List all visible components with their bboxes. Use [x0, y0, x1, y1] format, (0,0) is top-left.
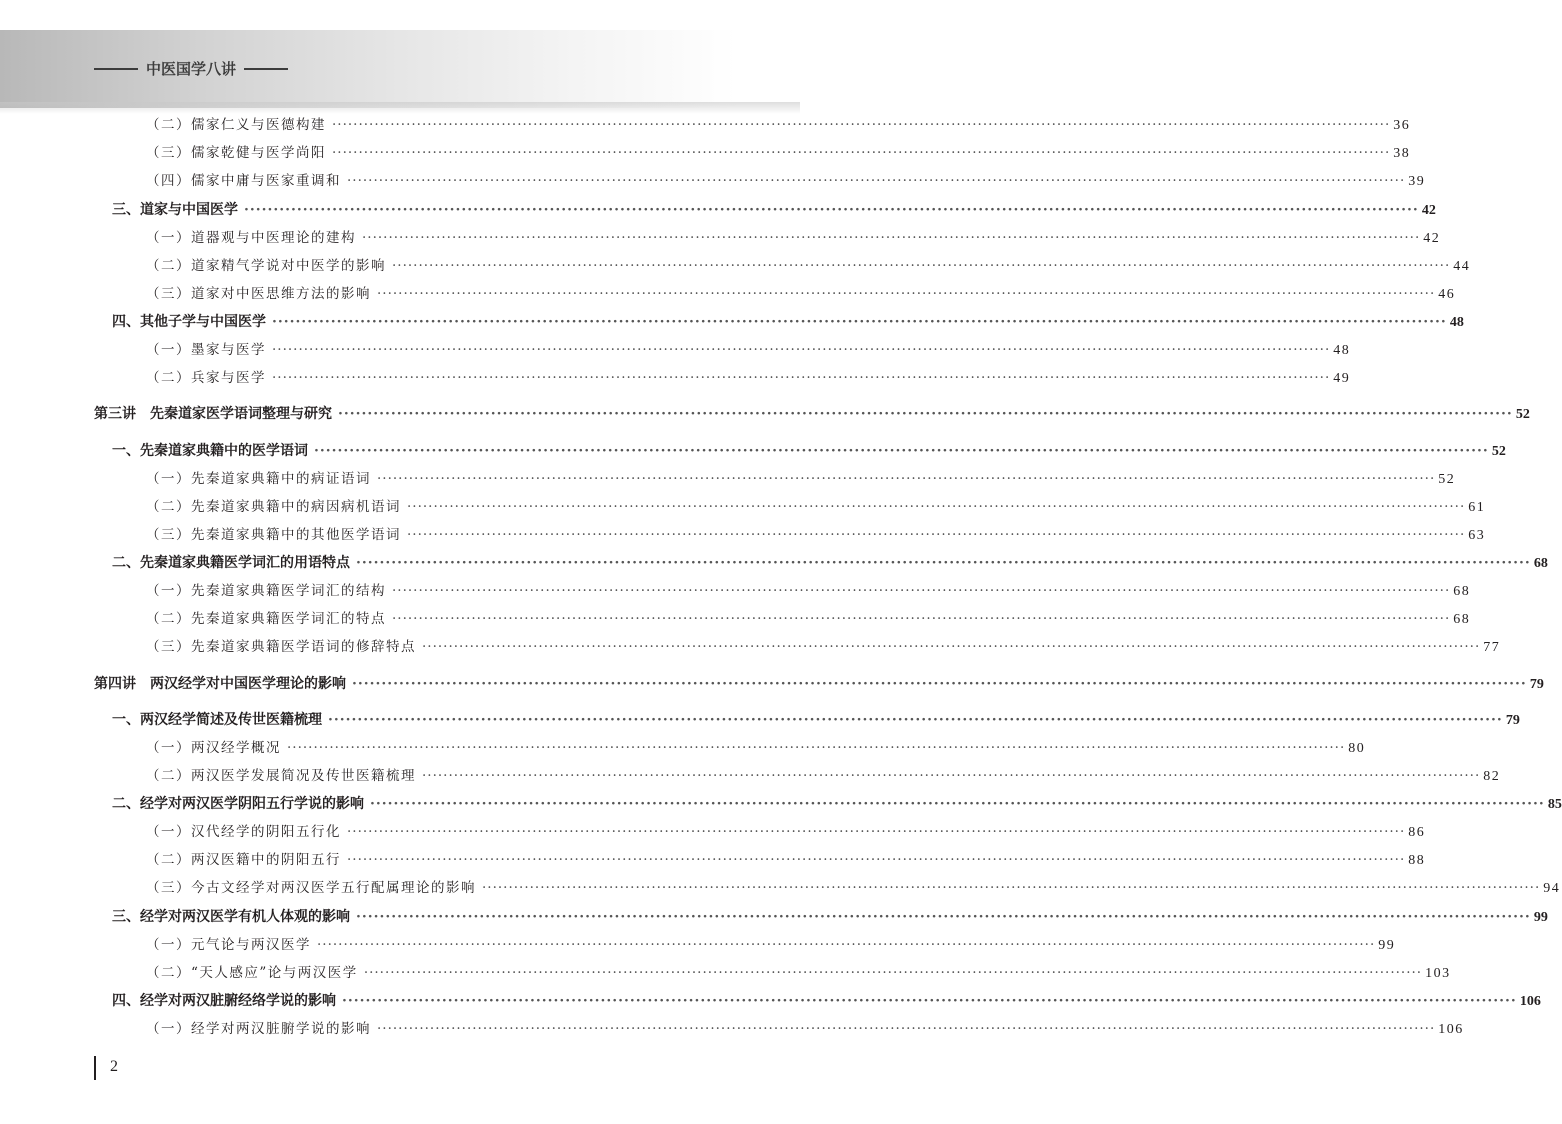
- toc-entry-title: （二）两汉医籍中的阴阳五行: [146, 852, 341, 868]
- dot-leader: ········································································································································································································: [392, 611, 1451, 627]
- toc-entry-title: （三）今古文经学对两汉医学五行配属理论的影响: [146, 880, 476, 896]
- toc-subsection[interactable]: [146, 170, 1426, 192]
- toc-entry-title: （三）道家对中医思维方法的影响: [146, 286, 371, 302]
- toc-entry-page: 38: [1393, 146, 1411, 161]
- header-left-rule: [94, 68, 138, 70]
- toc-entry-title: （一）两汉经学概况: [146, 740, 281, 756]
- dot-leader: ········································································································································································································: [363, 965, 1423, 981]
- toc-subsection[interactable]: [146, 255, 1471, 277]
- toc-subsection[interactable]: [146, 580, 1471, 602]
- dot-leader: ········································································································································································································: [317, 937, 1376, 953]
- dot-leader: ········································································································································································································: [287, 740, 1346, 756]
- toc-entry-title: （二）兵家与医学: [146, 370, 266, 386]
- dot-leader: ········································································································································································································: [338, 406, 1513, 422]
- toc-entry-title: 第四讲 两汉经学对中国医学理论的影响: [94, 676, 346, 692]
- toc-subsection[interactable]: [146, 142, 1411, 164]
- dot-leader: ········································································································································································································: [407, 527, 1466, 543]
- toc-subsection[interactable]: [146, 283, 1456, 305]
- toc-entry-page: 80: [1348, 741, 1366, 756]
- toc-entry-title: 四、其他子学与中国医学: [112, 314, 266, 330]
- page-number: 2: [110, 1058, 118, 1075]
- toc-entry-page: 86: [1408, 825, 1426, 840]
- toc-entry-title: 三、道家与中国医学: [112, 202, 238, 218]
- toc-entry-title: 二、经学对两汉医学阴阳五行学说的影响: [112, 796, 364, 812]
- toc-section[interactable]: [112, 311, 1464, 333]
- toc-subsection[interactable]: [146, 524, 1486, 546]
- book-title: 中医国学八讲: [146, 60, 237, 78]
- toc-entry-title: 第三讲 先秦道家医学语词整理与研究: [94, 406, 332, 422]
- dot-leader: ········································································································································································································: [332, 117, 1391, 133]
- dot-leader: ········································································································································································································: [356, 909, 1531, 925]
- toc-entry-page: 63: [1468, 528, 1486, 543]
- dot-leader: ········································································································································································································: [362, 230, 1421, 246]
- toc-entry-title: （一）经学对两汉脏腑学说的影响: [146, 1021, 371, 1037]
- toc-subsection[interactable]: [146, 737, 1366, 759]
- dot-leader: ········································································································································································································: [356, 555, 1531, 571]
- toc-entry-title: （一）先秦道家典籍中的病证语词: [146, 471, 371, 487]
- toc-chapter[interactable]: [94, 673, 1544, 695]
- toc-subsection[interactable]: [146, 636, 1501, 658]
- dot-leader: ········································································································································································································: [244, 202, 1419, 218]
- toc-entry-title: （二）“天人感应”论与两汉医学: [146, 965, 358, 981]
- dot-leader: ········································································································································································································: [347, 852, 1406, 868]
- toc-entry-title: （一）先秦道家典籍医学词汇的结构: [146, 583, 386, 599]
- toc-entry-title: （二）两汉医学发展简况及传世医籍梳理: [146, 768, 416, 784]
- toc-entry-page: 44: [1453, 259, 1471, 274]
- toc-entry-title: （一）墨家与医学: [146, 342, 266, 358]
- dot-leader: ········································································································································································································: [422, 639, 1481, 655]
- dot-leader: ········································································································································································································: [370, 796, 1545, 812]
- dot-leader: ········································································································································································································: [377, 471, 1436, 487]
- header-right-rule: [244, 68, 288, 70]
- toc-entry-page: 61: [1468, 500, 1486, 515]
- toc-chapter[interactable]: [94, 403, 1530, 425]
- dot-leader: ········································································································································································································: [314, 443, 1489, 459]
- toc-entry-page: 106: [1438, 1022, 1464, 1037]
- toc-section[interactable]: [112, 906, 1548, 928]
- toc-entry-page: 94: [1543, 881, 1561, 896]
- dot-leader: ········································································································································································································: [328, 712, 1503, 728]
- toc-section[interactable]: [112, 793, 1562, 815]
- toc-entry-page: 68: [1453, 612, 1471, 627]
- toc-entry-title: （三）先秦道家典籍医学语词的修辞特点: [146, 639, 416, 655]
- toc-entry-page: 85: [1547, 797, 1562, 812]
- toc-entry-title: （三）先秦道家典籍中的其他医学语词: [146, 527, 401, 543]
- toc-entry-page: 39: [1408, 174, 1426, 189]
- toc-entry-page: 52: [1491, 444, 1506, 459]
- dot-leader: ········································································································································································································: [377, 1021, 1436, 1037]
- dot-leader: ········································································································································································································: [272, 342, 1331, 358]
- toc-section[interactable]: [112, 552, 1548, 574]
- toc-entry-title: 一、两汉经学简述及传世医籍梳理: [112, 712, 322, 728]
- toc-entry-page: 42: [1421, 203, 1436, 218]
- toc-entry-page: 99: [1378, 938, 1396, 953]
- toc-entry-title: （一）道器观与中医理论的建构: [146, 230, 356, 246]
- toc-entry-title: 一、先秦道家典籍中的医学语词: [112, 443, 308, 459]
- toc-entry-title: （四）儒家中庸与医家重调和: [146, 173, 341, 189]
- toc-entry-title: （一）元气论与两汉医学: [146, 937, 311, 953]
- toc-subsection[interactable]: [146, 496, 1486, 518]
- toc-entry-title: 三、经学对两汉医学有机人体观的影响: [112, 909, 350, 925]
- toc-section[interactable]: [112, 990, 1541, 1012]
- toc-entry-title: 四、经学对两汉脏腑经络学说的影响: [112, 993, 336, 1009]
- toc-entry-page: 52: [1515, 407, 1530, 422]
- toc-entry-page: 36: [1393, 118, 1411, 133]
- footer-rule: [94, 1056, 96, 1080]
- toc-entry-title: （二）儒家仁义与医德构建: [146, 117, 326, 133]
- running-header: [94, 58, 288, 79]
- toc-entry-page: 88: [1408, 853, 1426, 868]
- toc-subsection[interactable]: [146, 849, 1426, 871]
- toc-entry-page: 48: [1449, 315, 1464, 330]
- toc-section[interactable]: [112, 440, 1506, 462]
- toc-subsection[interactable]: [146, 339, 1351, 361]
- toc-entry-page: 68: [1453, 584, 1471, 599]
- toc-subsection[interactable]: [146, 114, 1411, 136]
- toc-entry-page: 79: [1529, 677, 1544, 692]
- toc-subsection[interactable]: [146, 608, 1471, 630]
- toc-entry-page: 52: [1438, 472, 1456, 487]
- toc-subsection[interactable]: [146, 468, 1456, 490]
- toc-entry-title: （二）道家精气学说对中医学的影响: [146, 258, 386, 274]
- dot-leader: ········································································································································································································: [422, 768, 1481, 784]
- dot-leader: ········································································································································································································: [377, 286, 1436, 302]
- dot-leader: ········································································································································································································: [347, 173, 1406, 189]
- toc-subsection[interactable]: [146, 821, 1426, 843]
- toc-entry-title: （三）儒家乾健与医学尚阳: [146, 145, 326, 161]
- toc-entry-page: 68: [1533, 556, 1548, 571]
- toc-entry-page: 79: [1505, 713, 1520, 728]
- dot-leader: ········································································································································································································: [342, 993, 1517, 1009]
- dot-leader: ········································································································································································································: [352, 676, 1527, 692]
- toc-subsection[interactable]: [146, 367, 1351, 389]
- dot-leader: ········································································································································································································: [272, 314, 1447, 330]
- toc-entry-page: 42: [1423, 231, 1441, 246]
- toc-entry-page: 99: [1533, 910, 1548, 925]
- toc-subsection[interactable]: [146, 962, 1451, 984]
- toc-entry-page: 46: [1438, 287, 1456, 302]
- toc-entry-title: （二）先秦道家典籍医学词汇的特点: [146, 611, 386, 627]
- toc-subsection[interactable]: [146, 765, 1501, 787]
- dot-leader: ········································································································································································································: [392, 258, 1451, 274]
- toc-entry-page: 48: [1333, 343, 1351, 358]
- toc-entry-page: 82: [1483, 769, 1501, 784]
- toc-entry-title: （一）汉代经学的阴阳五行化: [146, 824, 341, 840]
- toc-subsection[interactable]: [146, 877, 1561, 899]
- toc-subsection[interactable]: [146, 1018, 1464, 1040]
- dot-leader: ········································································································································································································: [482, 880, 1541, 896]
- toc-subsection[interactable]: [146, 934, 1396, 956]
- toc-subsection[interactable]: [146, 227, 1441, 249]
- dot-leader: ········································································································································································································: [407, 499, 1466, 515]
- dot-leader: ········································································································································································································: [347, 824, 1406, 840]
- toc-entry-page: 106: [1519, 994, 1541, 1009]
- toc-entry-title: 二、先秦道家典籍医学词汇的用语特点: [112, 555, 350, 571]
- toc-section[interactable]: [112, 199, 1436, 221]
- toc-entry-page: 103: [1425, 966, 1451, 981]
- toc-entry-page: 77: [1483, 640, 1501, 655]
- dot-leader: ········································································································································································································: [392, 583, 1451, 599]
- toc-entry-page: 49: [1333, 371, 1351, 386]
- dot-leader: ········································································································································································································: [332, 145, 1391, 161]
- toc-entry-title: （二）先秦道家典籍中的病因病机语词: [146, 499, 401, 515]
- dot-leader: ········································································································································································································: [272, 370, 1331, 386]
- toc-section[interactable]: [112, 709, 1520, 731]
